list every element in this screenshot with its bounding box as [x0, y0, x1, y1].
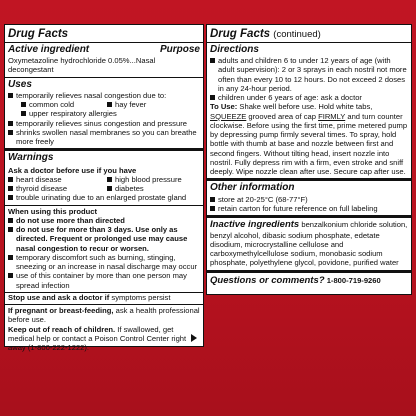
active-ingredient-section — [5, 43, 203, 78]
active-ingredient-line: Oxymetazoline hydrochloride 0.05%...Nasal decongestant — [8, 56, 156, 75]
stop-use-section — [5, 293, 203, 305]
to-use-text-a: Shake well before use. Hold white tabs, — [237, 102, 373, 112]
when-using-item-3-days — [5, 225, 203, 253]
when-using-item-directed: do not use more than directed — [5, 216, 203, 225]
when-using-section — [5, 206, 203, 293]
to-use-bold: To Use: — [210, 102, 238, 112]
uses-subitem-common-cold: common cold — [5, 100, 104, 109]
panel-title: Drug Facts — [5, 25, 203, 43]
condition-thyroid-disease: thyroid disease — [5, 184, 104, 193]
uses-section — [5, 78, 203, 152]
uses-item-membranes: shrinks swollen nasal membranes so you can breathe more freely — [5, 128, 203, 147]
inactive-ingredients-text: benzalkonium chloride solution, benzyl alcohol, dibasic sodium phosphate, edetate disodium, microcrystalline cellulose and carboxymethylcellulose sodium, monobasic sodium phosphate, polyethylene glycol, povidone, purified water — [210, 220, 408, 268]
purpose-header: Purpose — [159, 44, 200, 56]
condition-high-blood-pressure: high blood pressure — [104, 175, 203, 184]
other-information-header: Other information — [210, 182, 295, 194]
panel-title-continued — [207, 25, 411, 43]
continue-arrow-icon — [191, 334, 197, 342]
when-using-item-discomfort: temporary discomfort such as burning, stinging, sneezing or an increase in nasal discharge may occur — [5, 253, 203, 272]
conditions-row-1 — [5, 175, 203, 184]
directions-section — [207, 43, 411, 181]
directions-item-adults: adults and children 6 to under 12 years of age (with adult supervision): 2 or 3 sprays in each nostril not more often than every 10 to 12 hours. Do not exceed 2 doses in any 24-hour period. — [207, 56, 411, 93]
warnings-ask-doctor-section — [5, 151, 203, 205]
pregnancy-bold: If pregnant or breast-feeding, — [8, 306, 114, 316]
directions-header: Directions — [210, 44, 259, 56]
uses-item-congestion: temporarily relieves nasal congestion due to: — [5, 91, 203, 100]
stop-use-bold: Stop use and ask a doctor if — [8, 292, 110, 302]
keep-out-bold: Keep out of reach of children. — [8, 324, 116, 334]
stop-use-line — [5, 293, 203, 302]
inactive-ingredients-header: Inactive ingredients — [210, 219, 300, 231]
active-ingredient-header: Active ingredient — [8, 44, 90, 56]
uses-header: Uses — [8, 78, 32, 90]
to-use-text-c: and turn counter clockwise. Before using the first time, prime metered pump by depressing pump firmly several times. To spray, hold bottle with thumb at base and nozzle between first and second fingers. Without tilting head, insert nozzle into nostril. Fully depress rim with a firm, even stroke and sniff deeply. Wipe nozzle clean after use. Secure cap after use. — [210, 111, 408, 177]
pregnancy-rest: ask a health professional before use. — [8, 306, 200, 325]
uses-subitems-row — [5, 100, 203, 109]
questions-section — [207, 273, 411, 289]
stop-use-rest: symptoms persist — [109, 292, 171, 302]
phone-number: 1-800-719-9260 — [326, 275, 381, 285]
condition-heart-disease: heart disease — [5, 175, 104, 184]
directions-item-children: children under 6 years of age: ask a doctor — [207, 93, 411, 102]
condition-diabetes: diabetes — [104, 184, 203, 193]
inactive-ingredients-section — [207, 218, 411, 273]
condition-prostate: trouble urinating due to an enlarged prostate gland — [5, 193, 203, 202]
keep-out-rest: If swallowed, get medical help or contact a Poison Control Center right away (1-800-222-1222). — [8, 324, 187, 353]
to-use-firmly: FIRMLY — [318, 111, 346, 121]
uses-item-sinus: temporarily relieves sinus congestion and pressure — [5, 119, 203, 128]
keep-out-line — [5, 325, 203, 353]
drug-facts-panel-right — [206, 24, 412, 295]
other-information-section — [207, 181, 411, 218]
pregnancy-line — [5, 306, 203, 325]
panel-title-cont: (continued) — [273, 29, 321, 40]
panel-title-text: Drug Facts — [210, 28, 271, 40]
to-use-text-b: grooved area of cap — [246, 111, 319, 121]
warnings-header: Warnings — [8, 152, 54, 164]
conditions-row-2 — [5, 184, 203, 193]
uses-subitem-hay-fever: hay fever — [104, 100, 203, 109]
when-using-heading: When using this product — [8, 206, 98, 216]
when-using-item-3-days-text: do not use for more than 3 days. Use only as directed. Frequent or prolonged use may cause nasal congestion to recur or worsen. — [16, 225, 188, 253]
questions-header: Questions or comments? — [210, 274, 325, 286]
drug-facts-panel-left — [4, 24, 204, 353]
to-use-squeeze: SQUEEZE — [210, 111, 247, 121]
when-using-item-container: use of this container by more than one person may spread infection — [5, 271, 203, 290]
ask-doctor-heading: Ask a doctor before use if you have — [8, 165, 137, 175]
to-use-paragraph — [207, 102, 411, 176]
active-header-row — [5, 43, 203, 56]
uses-subitem-allergies: upper respiratory allergies — [5, 109, 203, 118]
other-item-store: store at 20-25°C (68-77°F) — [207, 195, 411, 204]
other-item-retain: retain carton for future reference on full labeling — [207, 204, 411, 213]
pregnancy-keep-out-section — [5, 305, 203, 352]
